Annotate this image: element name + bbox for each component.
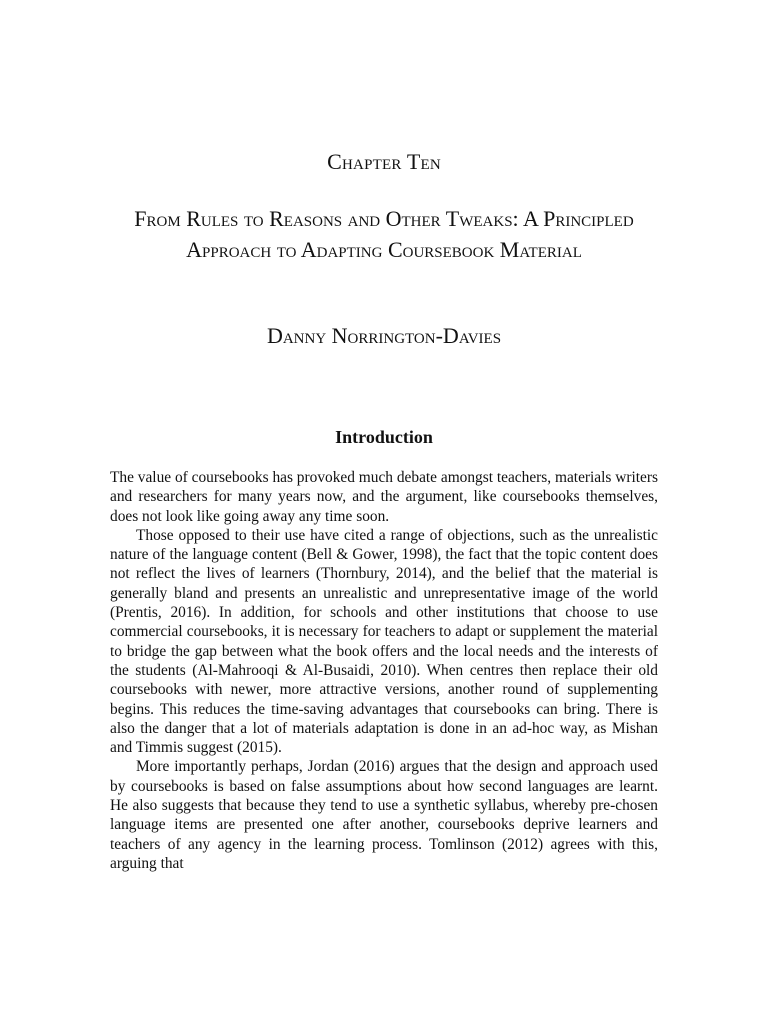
paragraph: More importantly perhaps, Jordan (2016) argues that the design and approach used by coursebooks is based on false assumptions about how second languages are learnt. He also suggests that because they tend to use a synthetic syllabus, whereby pre-chosen language items are presented one after another, coursebooks deprive learners and teachers of any agency in the learning process. Tomlinson (2012) agrees with this, arguing that: [110, 758, 658, 872]
chapter-number: Chapter Ten: [327, 149, 441, 174]
chapter-title: From Rules to Reasons and Other Tweaks: A Principled Approach to Adapting Coursebook Material: [134, 206, 634, 262]
paragraph: The value of coursebooks has provoked much debate amongst teachers, materials writers and researchers for many years now, and the argument, like coursebooks themselves, does not look like going away any time soon.: [110, 469, 658, 525]
body-text: [110, 468, 658, 873]
chapter-author: Danny Norrington-Davies: [266, 323, 502, 348]
paragraph: Those opposed to their use have cited a range of objections, such as the unrealistic nature of the language content (Bell & Gower, 1998), the fact that the topic content does not reflect the lives of learners (Thornbury, 2014), and the belief that the material is generally bland and presents an unrealistic and unrepresentative image of the world (Prentis, 2016). In addition, for schools and other institutions that choose to use commercial coursebooks, it is necessary for teachers to adapt or supplement the material to bridge the gap between what the book offers and the local needs and the interests of the students (Al-Mahrooqi & Al-Busaidi, 2010). When centres then replace their old coursebooks with newer, more attractive versions, another round of supplementing begins. This reduces the time-saving advantages that coursebooks can bring. There is also the danger that a lot of materials adaptation is done in an ad-hoc way, as Mishan and Timmis suggest (2015).: [110, 526, 658, 757]
section-heading: Introduction: [335, 427, 433, 447]
